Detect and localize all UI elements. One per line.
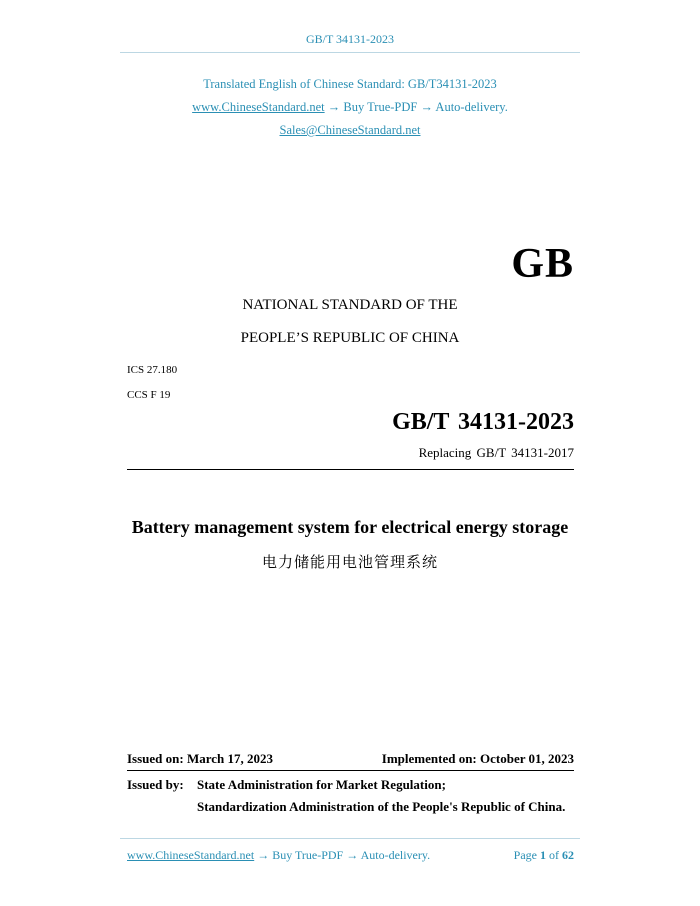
header-divider: [120, 52, 580, 53]
sales-line: [0, 123, 700, 138]
footer-promo: [127, 848, 430, 863]
page-indicator: [514, 848, 574, 863]
ccs-code: CCS F 19: [127, 389, 171, 401]
title-chinese: 电力储能用电池管理系统: [261, 553, 438, 571]
issued-on-date: Issued on: March 17, 2023: [127, 751, 274, 766]
title-divider: [127, 469, 574, 470]
title-english: Battery management system for electrical energy storage: [131, 517, 569, 537]
issue-divider: [127, 770, 574, 771]
page-total: 62: [562, 848, 574, 862]
page-current: 1: [540, 848, 546, 862]
gb-mark: GB: [511, 241, 574, 287]
page-label: Page: [513, 848, 537, 862]
footer-divider: [120, 838, 580, 839]
sales-email-link[interactable]: Sales@ChineseStandard.net: [279, 123, 421, 137]
promo-buy-line: [0, 100, 700, 115]
footer-buy-text: → Buy True-PDF → Auto-delivery.: [257, 848, 431, 862]
issuer-1: State Administration for Market Regulation;: [197, 777, 446, 792]
issuer-2: Standardization Administration of the People's Republic of China.: [197, 799, 566, 814]
standard-number: GB/T 34131-2023: [392, 409, 574, 435]
issued-by-label: Issued by:: [127, 777, 184, 792]
page-of: of: [549, 848, 559, 862]
running-header: GB/T 34131-2023: [305, 32, 395, 46]
implemented-on-date: Implemented on: October 01, 2023: [381, 751, 574, 766]
national-standard-line-1: NATIONAL STANDARD OF THE: [242, 297, 458, 313]
site-link[interactable]: www.ChineseStandard.net: [192, 100, 325, 114]
buy-text: → Buy True-PDF → Auto-delivery.: [327, 100, 508, 114]
replacing-note: Replacing GB/T 34131-2017: [418, 445, 574, 460]
ics-code: ICS 27.180: [127, 364, 178, 376]
footer-site-link[interactable]: www.ChineseStandard.net: [127, 848, 255, 862]
translation-notice: Translated English of Chinese Standard: GB/T34131-2023: [203, 77, 497, 91]
national-standard-line-2: PEOPLE’S REPUBLIC OF CHINA: [240, 330, 460, 346]
